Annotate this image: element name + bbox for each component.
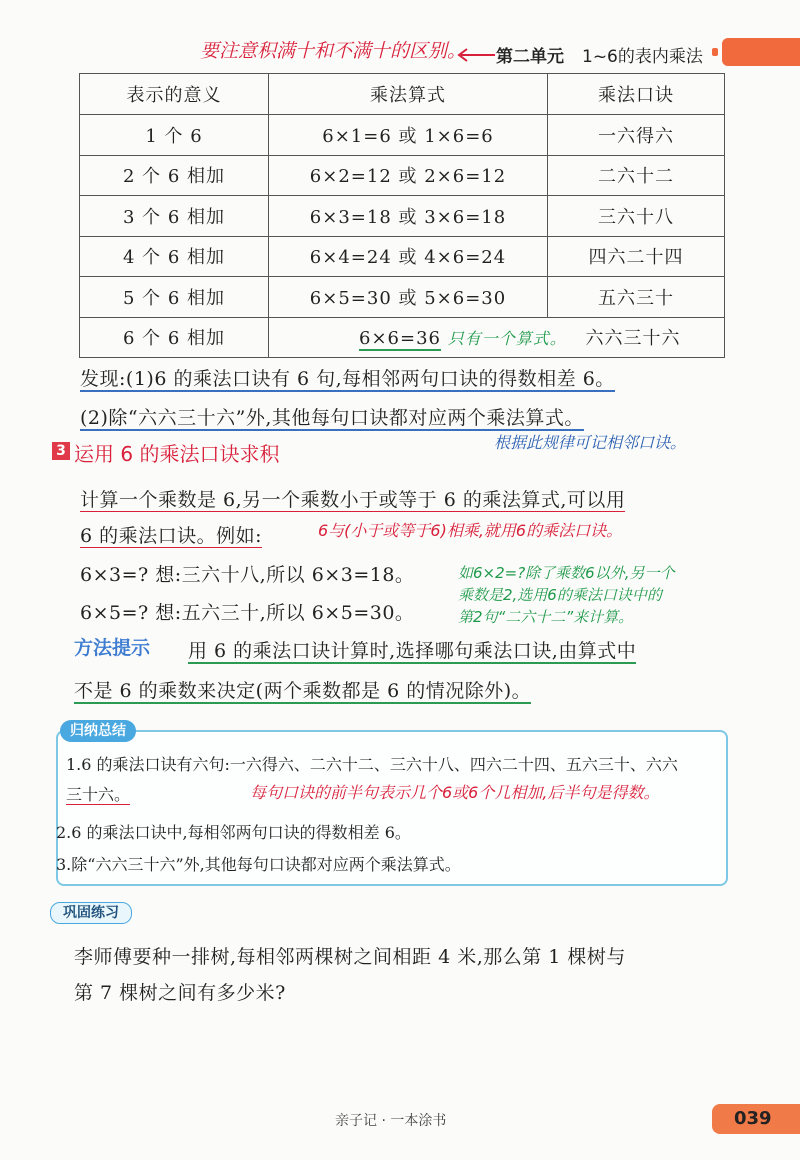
meaning-cell: 5 个 6 相加 [80,277,269,318]
rhyme-cell: 一六得六 [548,115,725,156]
formula-cell: 6×1=6 或 1×6=6 [269,115,548,156]
meaning-cell: 3 个 6 相加 [80,196,269,237]
handwritten-header-note: 要注意积满十和不满十的区别。 [200,40,467,62]
section-number-badge: 3 [52,442,70,460]
example-2: 6×5=? 想:五六三十,所以 6×5=30。 [80,602,415,624]
rhyme-cell: 三六十八 [548,196,725,237]
practice-line1: 李师傅要种一排树,每相邻两棵树之间相距 4 米,那么第 1 棵树与 [74,946,626,968]
summary-item-1-cont: 三十六。 [66,785,131,804]
tip-line1: 用 6 的乘法口诀计算时,选择哪句乘法口诀,由算式中 [188,640,637,662]
handwritten-formula-note: 只有一个算式。 [447,329,567,349]
rhyme-text: 六六三十六 [585,328,681,350]
table-row [80,155,725,196]
footer-text: 亲子记 · 一本涂书 [335,1113,447,1129]
formula-text: 6×6=36 [359,328,441,350]
handwritten-example-note: 如6×2=?除了乘数6以外,另一个 乘数是2,选用6的乘法口诀中的 第2句“二六十二”来计算。 [458,564,675,626]
practice-line2: 第 7 棵树之间有多少米? [74,982,286,1004]
multiplication-table [79,73,725,358]
chapter-header [496,42,721,67]
section3-para-line1: 计算一个乘数是 6,另一个乘数小于或等于 6 的乘法算式,可以用 [80,489,626,511]
handwritten-summary-note: 每句口诀的前半句表示几个6或6个几相加,后半句是得数。 [250,783,660,802]
meaning-cell: 6 个 6 相加 [80,317,269,358]
rhyme-cell: 四六二十四 [548,236,725,277]
summary-label: 归纳总结 [60,720,136,742]
practice-label: 巩固练习 [50,902,132,924]
table-row [80,277,725,318]
method-tip-label: 方法提示 [74,637,151,659]
formula-cell: 6×4=24 或 4×6=24 [269,236,548,277]
summary-item-3: 3.除“六六三十六”外,其他每句口诀都对应两个乘法算式。 [56,855,461,874]
table-header: 表示的意义 [80,74,269,115]
section-title: 运用 6 的乘法口诀求积 [74,442,280,466]
table-row [80,317,725,358]
example-1: 6×3=? 想:三六十八,所以 6×3=18。 [80,564,415,586]
summary-item-2: 2.6 的乘法口诀中,每相邻两句口诀的得数相差 6。 [56,823,411,842]
summary-item-1: 1.6 的乘法口诀有六句:一六得六、二六十二、三六十八、四六二十四、五六三十、六六 [66,755,678,774]
rhyme-cell: 二六十二 [548,155,725,196]
unit-label: 第二单元 [496,47,564,67]
section3-para-line2: 6 的乘法口诀。例如: [80,525,263,547]
formula-cell: 6×5=30 或 5×6=30 [269,277,548,318]
page-number: 039 [712,1104,800,1134]
table-header: 乘法口诀 [548,74,725,115]
table-row [80,196,725,237]
tip-line2: 不是 6 的乘数来决定(两个乘数都是 6 的情况除外)。 [74,680,532,702]
formula-cell: 6×3=18 或 3×6=18 [269,196,548,237]
handwritten-para-note: 6与(小于或等于6)相乘,就用6的乘法口诀。 [318,521,623,540]
meaning-cell: 4 个 6 相加 [80,236,269,277]
formula-cell: 6×2=12 或 2×6=12 [269,155,548,196]
table-row [80,115,725,156]
table-header-row [80,74,725,115]
meaning-cell: 1 个 6 [80,115,269,156]
table-header: 乘法算式 [269,74,548,115]
finding-2: (2)除“六六三十六”外,其他每句口诀都对应两个乘法算式。 [80,407,584,429]
meaning-cell: 2 个 6 相加 [80,155,269,196]
rhyme-cell: 五六三十 [548,277,725,318]
arrow-icon [455,44,497,66]
topic-label: 1~6的表内乘法 [582,47,703,67]
header-accent-bar [722,38,800,66]
handwritten-finding-note: 根据此规律可记相邻口诀。 [494,433,687,452]
table-row [80,236,725,277]
formula-cell [269,317,725,358]
finding-1: 发现:(1)6 的乘法口诀有 6 句,每相邻两句口诀的得数相差 6。 [80,368,615,390]
